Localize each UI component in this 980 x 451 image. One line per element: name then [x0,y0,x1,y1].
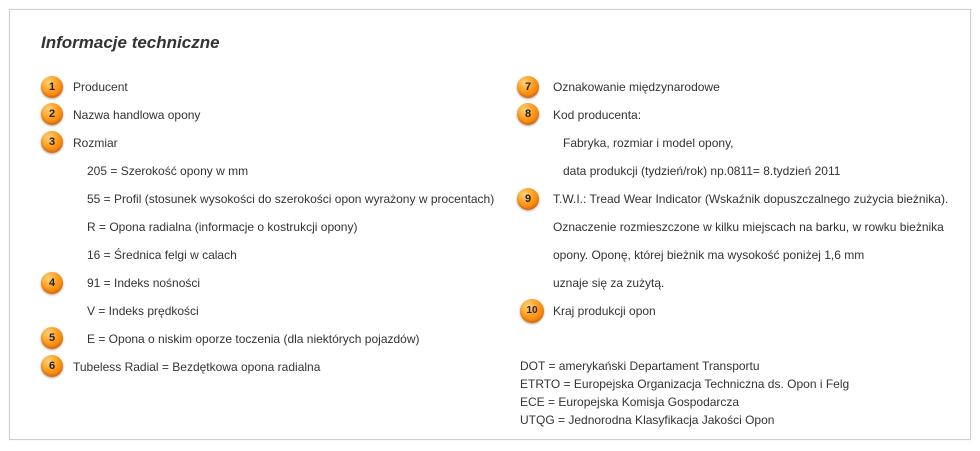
number-badge-2: 2 [41,103,63,125]
number-badge-5: 5 [41,327,63,349]
label-oznaczenie: Oznaczenie rozmieszczone w kilku miejscach na barku, w rowku bieżnika [553,220,944,234]
label-fabryka: Fabryka, rozmiar i model opony, [563,136,734,150]
label-opor-toczenia: E = Opona o niskim oporze toczenia (dla niektórych pojazdów) [87,332,420,346]
label-twi: T.W.I.: Tread Wear Indicator (Wskaźnik dopuszczalnego zużycia bieżnika). [553,192,949,206]
label-rozmiar: Rozmiar [73,136,118,150]
label-nazwa-handlowa: Nazwa handlowa opony [73,108,201,122]
label-producent: Producent [73,80,128,94]
abbr-utqg: UTQG = Jednorodna Klasyfikacja Jakości Opon [520,413,775,427]
label-indeks-predkosci: V = Indeks prędkości [87,304,199,318]
number-badge-10: 10 [520,299,544,323]
label-data-produkcji: data produkcji (tydzień/rok) np.0811= 8.tydzień 2011 [563,164,841,178]
abbr-dot: DOT = amerykański Departament Transportu [520,359,760,373]
label-indeks-nosnosci: 91 = Indeks nośności [87,276,201,290]
number-badge-8: 8 [517,103,539,125]
label-uznaje-zuzyta: uznaje się za zużytą. [553,276,665,290]
number-badge-3: 3 [41,131,63,153]
abbr-etrto: ETRTO = Europejska Organizacja Techniczna ds. Opon i Felg [520,377,850,391]
number-badge-6: 6 [41,355,63,377]
label-profil: 55 = Profil (stosunek wysokości do szerokości opon wyrażony w procentach) [87,192,495,206]
label-kraj-produkcji: Kraj produkcji opon [553,304,656,318]
number-badge-9: 9 [517,188,539,210]
number-badge-1: 1 [41,76,63,98]
abbr-ece: ECE = Europejska Komisja Gospodarcza [520,395,740,409]
label-kod-producenta: Kod producenta: [553,108,642,122]
label-opony-bieznik: opony. Oponę, której bieżnik ma wysokość poniżej 1,6 mm [553,248,865,262]
label-srednica: 16 = Średnica felgi w calach [87,248,237,262]
section-title: Informacje techniczne [41,33,220,52]
number-badge-4: 4 [41,272,63,294]
label-szerokosc: 205 = Szerokość opony w mm [87,164,249,178]
label-opona-radialna: R = Opona radialna (informacje o kostrukcji opony) [87,220,358,234]
label-tubeless-radial: Tubeless Radial = Bezdętkowa opona radialna [73,360,321,374]
number-badge-7: 7 [517,76,539,98]
label-oznakowanie: Oznakowanie międzynarodowe [553,80,720,94]
